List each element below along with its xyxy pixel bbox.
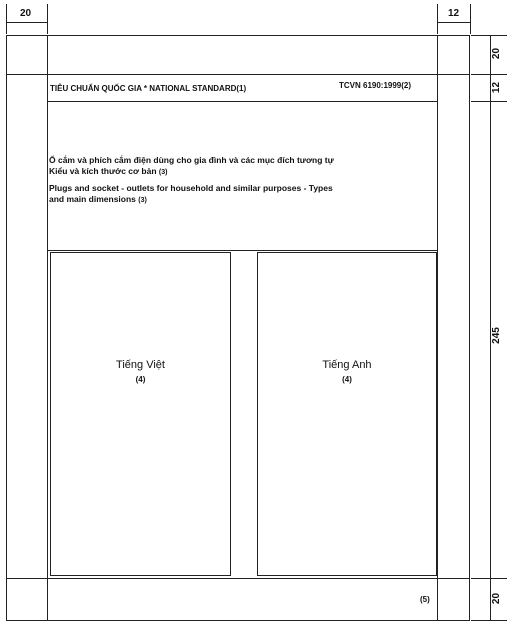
dim-content-height-value: 245 bbox=[490, 327, 502, 344]
dim-right-ext-2 bbox=[470, 4, 471, 34]
english-column-box bbox=[257, 252, 437, 576]
title-en-line1: Plugs and socket - outlets for household and similar purposes - Types bbox=[49, 183, 333, 193]
title-en-line2-text: and main dimensions bbox=[49, 194, 136, 204]
dim-tick-bottom-band bbox=[471, 578, 507, 579]
english-column-ref: (4) bbox=[342, 375, 352, 384]
dim-bottom-band-value: 20 bbox=[491, 592, 503, 605]
title-en-line2 bbox=[49, 194, 441, 206]
dim-tick-bottom bbox=[471, 620, 507, 621]
header-standard-code: TCVN 6190:1999(2) bbox=[339, 81, 412, 90]
dim-left-ext-2 bbox=[47, 4, 48, 34]
dim-left-arrow-line bbox=[6, 22, 48, 23]
dim-left-ext-1 bbox=[6, 4, 7, 34]
bottom-band-line bbox=[6, 578, 470, 579]
title-vi-line1: Ổ cắm và phích cắm điện dùng cho gia đình và các mục đích tương tự bbox=[49, 155, 334, 165]
vietnamese-column-ref: (4) bbox=[135, 375, 146, 384]
right-margin-line bbox=[437, 35, 438, 621]
header-standard-label: TIÊU CHUẨN QUỐC GIA * NATIONAL STANDARD(1) bbox=[50, 84, 247, 93]
title-vi-line2-text: Kiểu và kích thước cơ bản bbox=[49, 166, 157, 176]
dim-left-margin-value: 20 bbox=[20, 8, 32, 19]
dim-tick-header-top bbox=[471, 74, 507, 75]
left-margin-line bbox=[47, 35, 48, 621]
title-en-ref: (3) bbox=[138, 197, 147, 204]
title-block bbox=[49, 155, 441, 206]
header-band-line bbox=[47, 101, 437, 102]
title-vi-ref: (3) bbox=[158, 169, 168, 176]
vietnamese-column-label: Tiếng Việt bbox=[116, 359, 165, 371]
english-column-label: Tiếng Anh bbox=[322, 359, 372, 371]
dim-right-margin-value: 12 bbox=[448, 8, 460, 19]
dim-right-arrow-line bbox=[437, 22, 471, 23]
title-vi-line2 bbox=[49, 166, 441, 178]
title-section-line bbox=[47, 250, 437, 251]
dim-tick-header-bottom bbox=[471, 101, 507, 102]
dim-right-ext-1 bbox=[437, 4, 438, 34]
top-band-line bbox=[6, 74, 470, 75]
dim-tick-top bbox=[471, 35, 507, 36]
dim-top-band-value: 20 bbox=[491, 47, 503, 60]
dim-header-band-value: 12 bbox=[491, 81, 503, 94]
vietnamese-column-box bbox=[50, 252, 231, 576]
footer-ref: (5) bbox=[420, 595, 430, 604]
